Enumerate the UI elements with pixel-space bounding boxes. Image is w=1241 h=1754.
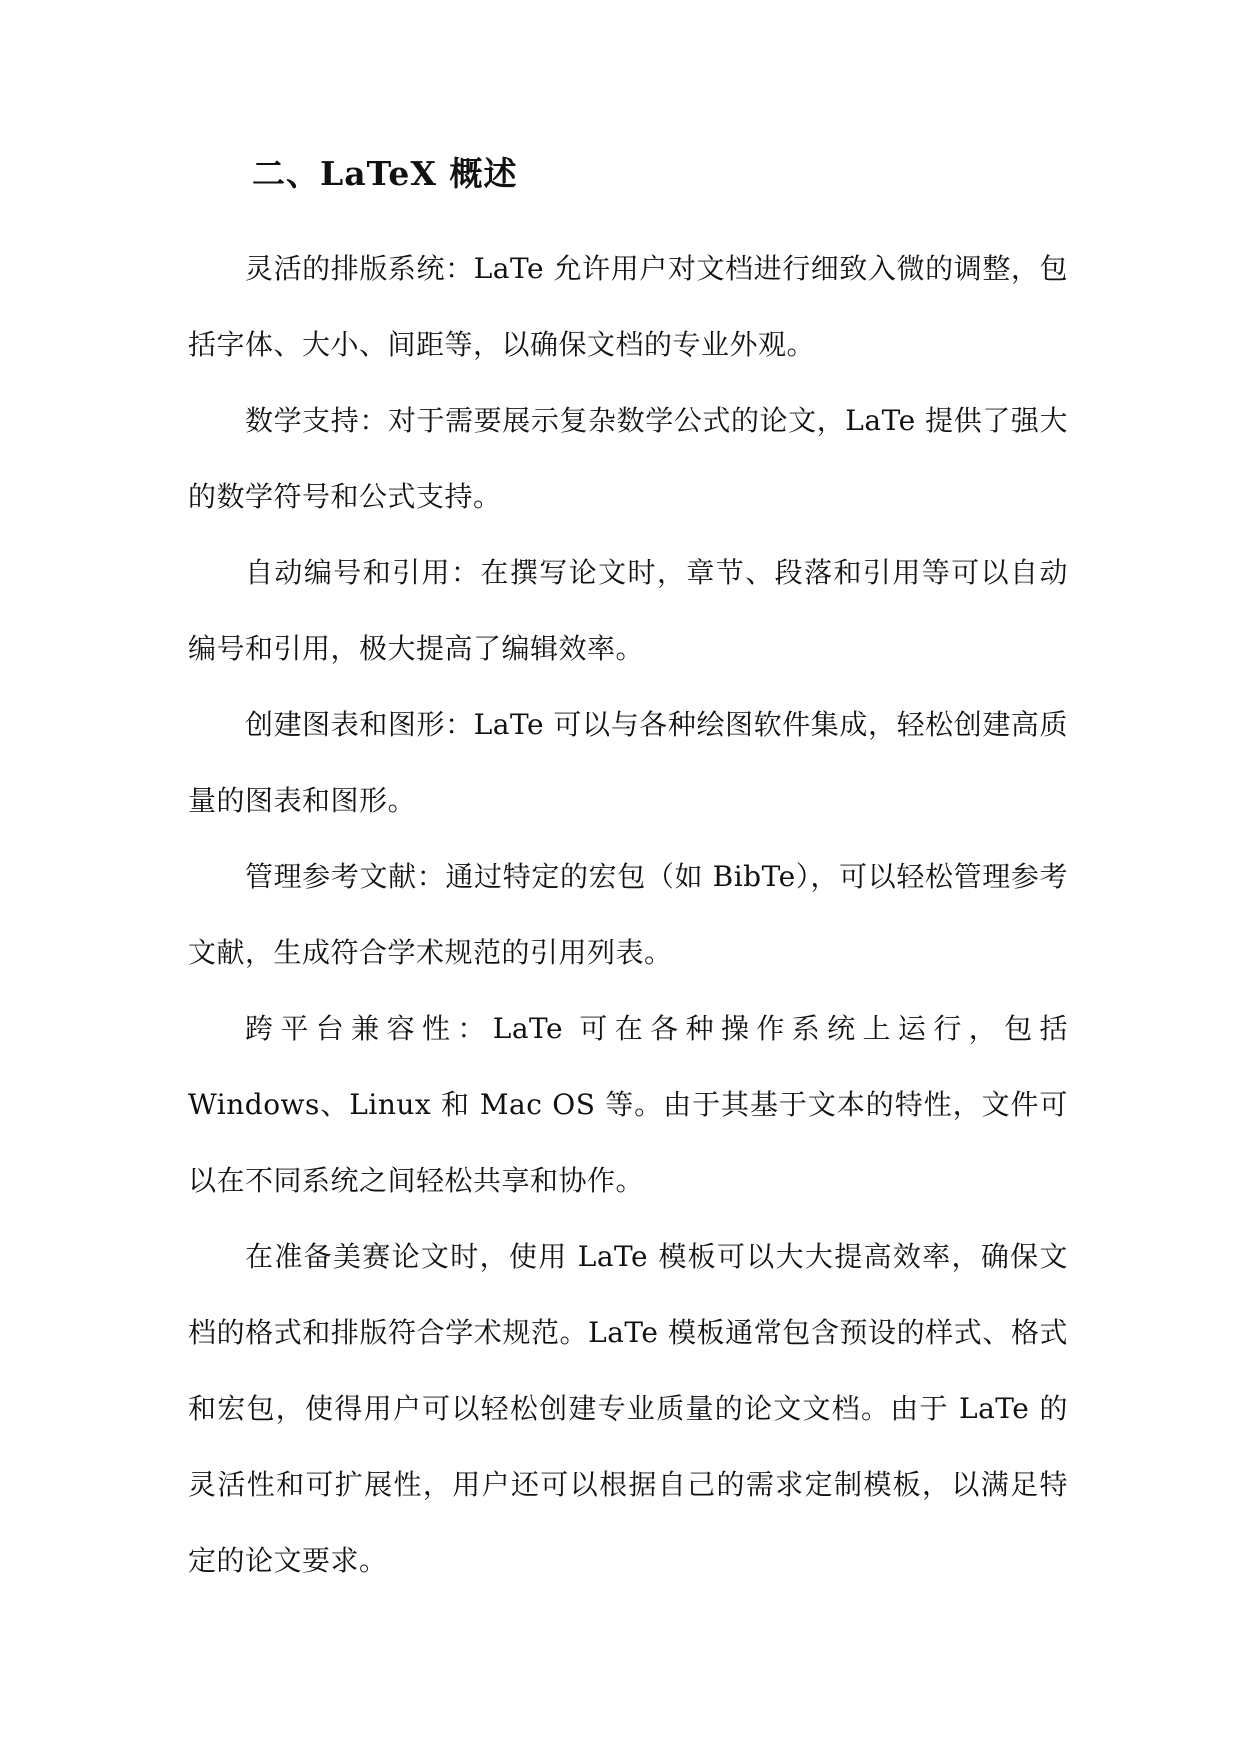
paragraph-references: 管理参考文献：通过特定的宏包（如 BibTe），可以轻松管理参考文献，生成符合学术规范的引用列表。: [188, 860, 1068, 969]
paragraph-auto-numbering: 自动编号和引用：在撰写论文时，章节、段落和引用等可以自动编号和引用，极大提高了编辑效率。: [188, 556, 1068, 665]
paragraph-cross-platform: 跨平台兼容性：LaTe 可在各种操作系统上运行，包括 Windows、Linux 和 Mac OS 等。由于其基于文本的特性，文件可以在不同系统之间轻松共享和协作。: [188, 1012, 1068, 1197]
paragraph-figures: 创建图表和图形：LaTe 可以与各种绘图软件集成，轻松创建高质量的图表和图形。: [188, 708, 1068, 817]
paragraph-math-support: 数学支持：对于需要展示复杂数学公式的论文，LaTe 提供了强大的数学符号和公式支持。: [188, 404, 1068, 513]
paragraph-flexible-typesetting: 灵活的排版系统：LaTe 允许用户对文档进行细致入微的调整，包括字体、大小、间距等，以确保文档的专业外观。: [188, 252, 1068, 361]
body-text: [188, 231, 1068, 1599]
paragraph-template: 在准备美赛论文时，使用 LaTe 模板可以大大提高效率，确保文档的格式和排版符合学术规范。LaTe 模板通常包含预设的样式、格式和宏包，使得用户可以轻松创建专业质量的论文文档。由于 LaTe 的灵活性和可扩展性，用户还可以根据自己的需求定制模板，以满足特定的论文要求。: [188, 1240, 1068, 1577]
section-heading: 二、LaTeX 概述: [252, 154, 518, 193]
